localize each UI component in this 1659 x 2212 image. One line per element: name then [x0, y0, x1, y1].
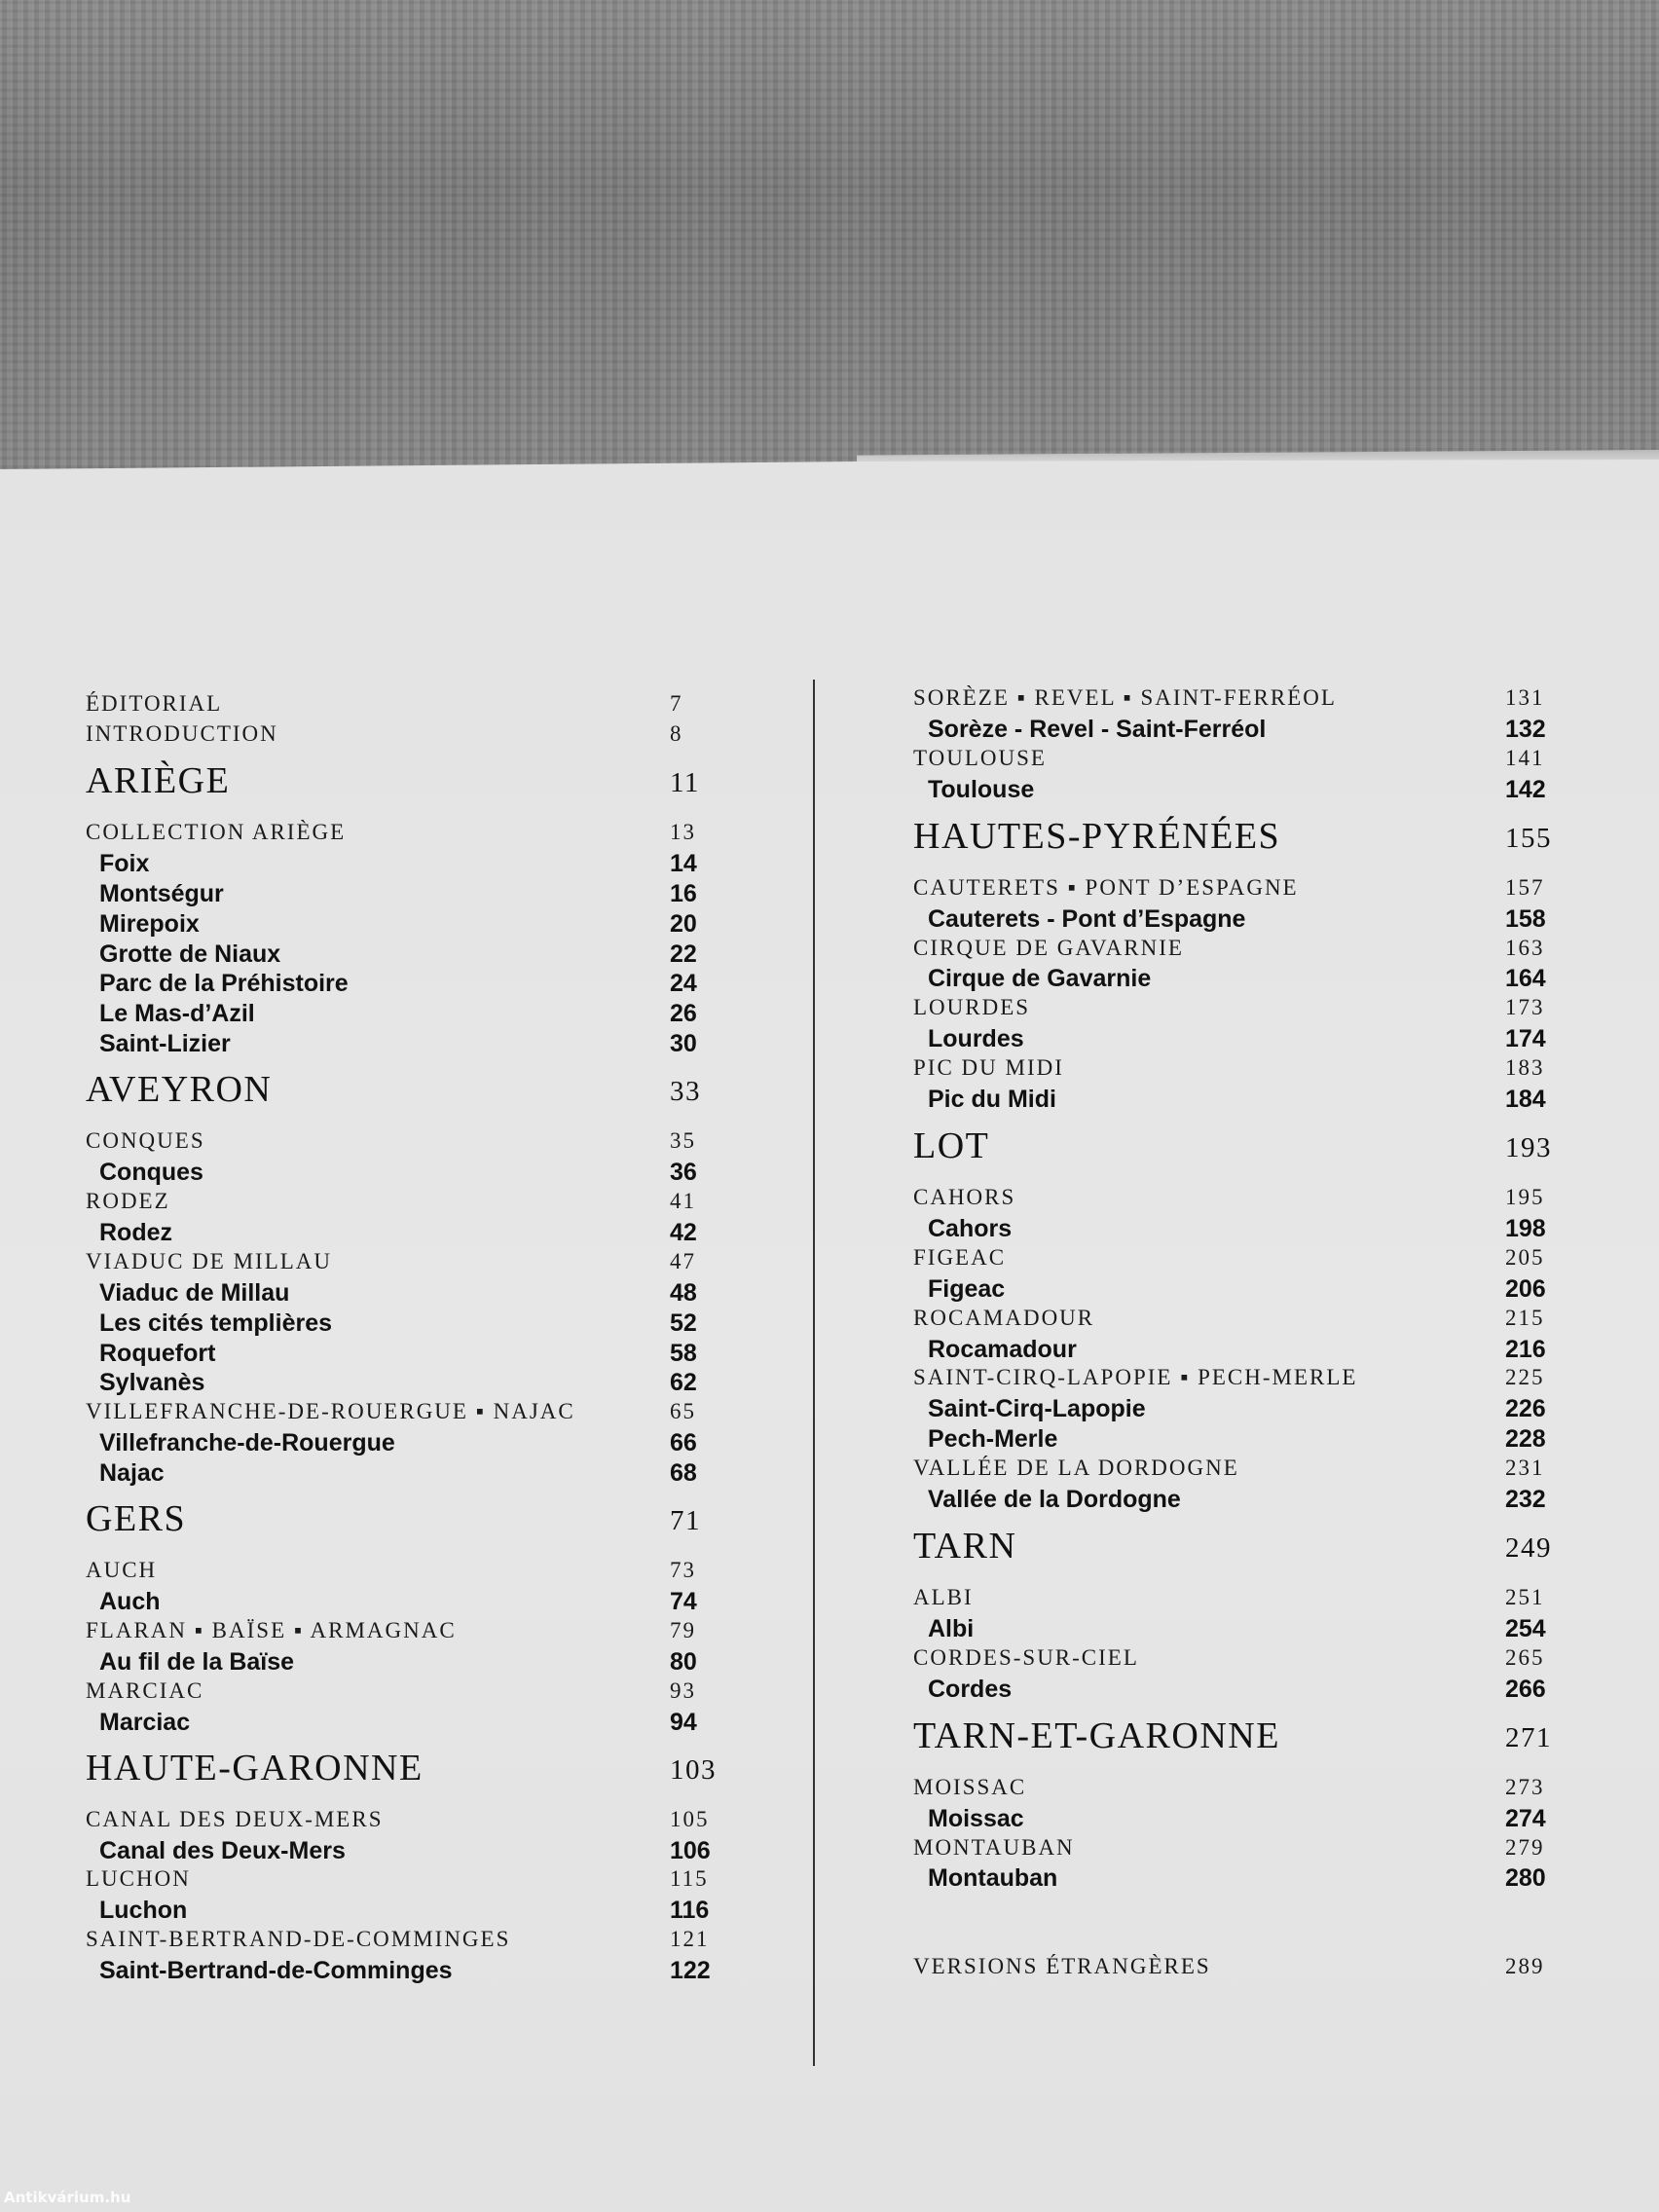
- toc-label: Viaduc de Millau: [99, 1278, 290, 1307]
- toc-page-number: 74: [670, 1588, 697, 1615]
- toc-page-number: 58: [670, 1339, 697, 1367]
- toc-label: Lourdes: [928, 1025, 1024, 1053]
- toc-label: LUCHON: [86, 1866, 191, 1892]
- toc-page-number: 122: [670, 1957, 711, 1985]
- toc-page-number: 251: [1505, 1585, 1545, 1609]
- toc-page-number: 14: [670, 849, 697, 877]
- toc-label: Figeac: [928, 1274, 1006, 1303]
- toc-label: Pic du Midi: [928, 1086, 1056, 1113]
- toc-label: Vallée de la Dordogne: [928, 1486, 1181, 1513]
- toc-label: CONQUES: [86, 1128, 205, 1154]
- toc-label: FIGEAC: [913, 1244, 1007, 1270]
- toc-page-number: 80: [670, 1647, 697, 1676]
- toc-label: SAINT-BERTRAND-DE-COMMINGES: [86, 1927, 511, 1952]
- toc-page-number: 141: [1505, 745, 1545, 770]
- toc-label: TOULOUSE: [913, 745, 1047, 770]
- toc-label: Saint-Bertrand-de-Comminges: [99, 1957, 453, 1985]
- toc-label: CAUTERETS ▪ PONT D’ESPAGNE: [913, 874, 1299, 900]
- toc-page-number: 254: [1505, 1614, 1546, 1642]
- toc-page-number: 68: [670, 1459, 697, 1488]
- toc-label: Les cités templières: [99, 1309, 333, 1337]
- toc-label: Sylvanès: [99, 1369, 205, 1397]
- toc-label: ALBI: [913, 1585, 974, 1609]
- toc-page-number: 20: [670, 909, 697, 938]
- toc-page-number: 52: [670, 1309, 697, 1337]
- toc-page-number: 73: [670, 1558, 696, 1583]
- toc-page-number: 157: [1505, 874, 1545, 900]
- toc-page-number: 116: [670, 1897, 710, 1925]
- toc-label: Rodez: [99, 1218, 172, 1246]
- toc-label: Grotte de Niaux: [99, 940, 281, 968]
- toc-label: AVEYRON: [86, 1069, 273, 1111]
- toc-page-number: 228: [1505, 1425, 1546, 1454]
- toc-label: Conques: [99, 1159, 203, 1187]
- toc-label: PIC DU MIDI: [913, 1055, 1064, 1081]
- toc-label: Moissac: [928, 1804, 1024, 1832]
- toc-label: Cirque de Gavarnie: [928, 965, 1152, 993]
- toc-page-number: 198: [1505, 1214, 1546, 1242]
- wooden-table-background: [0, 0, 1659, 477]
- toc-page-number: 79: [670, 1617, 696, 1642]
- toc-page-number: 155: [1505, 822, 1552, 854]
- toc-label: MOISSAC: [913, 1774, 1027, 1799]
- toc-page-number: 66: [670, 1429, 697, 1457]
- toc-page-number: 226: [1505, 1395, 1546, 1423]
- toc-page-number: 7: [670, 691, 683, 716]
- toc-label: CIRQUE DE GAVARNIE: [913, 935, 1184, 960]
- toc-label: SORÈZE ▪ REVEL ▪ SAINT-FERRÉOL: [913, 685, 1337, 710]
- toc-page-number: 115: [670, 1866, 709, 1892]
- toc-page-number: 158: [1505, 904, 1546, 933]
- toc-label: Marciac: [99, 1708, 191, 1736]
- toc-page-number: 289: [1505, 1954, 1545, 1979]
- toc-page-number: 206: [1505, 1274, 1546, 1303]
- toc-page-number: 33: [670, 1076, 701, 1108]
- toc-label: GERS: [86, 1498, 187, 1540]
- toc-label: HAUTES-PYRÉNÉES: [913, 815, 1281, 857]
- toc-label: VALLÉE DE LA DORDOGNE: [913, 1456, 1239, 1481]
- toc-page-number: 36: [670, 1159, 697, 1187]
- toc-page-number: 93: [670, 1677, 696, 1703]
- toc-label: TARN-ET-GARONNE: [913, 1714, 1280, 1756]
- toc-page-number: 142: [1505, 775, 1546, 803]
- toc-page-number: 13: [670, 819, 696, 844]
- toc-page-number: 195: [1505, 1185, 1545, 1209]
- toc-page-number: 30: [670, 1030, 697, 1058]
- toc-label: Montségur: [99, 879, 224, 907]
- toc-page-number: 249: [1505, 1532, 1552, 1564]
- toc-label: Foix: [99, 849, 150, 877]
- toc-label: CANAL DES DEUX-MERS: [86, 1806, 384, 1831]
- toc-page-number: 132: [1505, 715, 1546, 743]
- toc-page-number: 71: [670, 1505, 701, 1537]
- toc-label: Rocamadour: [928, 1335, 1077, 1363]
- toc-page-number: 184: [1505, 1086, 1546, 1113]
- toc-label: ÉDITORIAL: [86, 691, 223, 716]
- toc-page-number: 225: [1505, 1365, 1545, 1390]
- toc-label: Luchon: [99, 1897, 188, 1925]
- toc-page-number: 42: [670, 1218, 697, 1246]
- toc-page-number: 205: [1505, 1244, 1545, 1270]
- watermark: Antikvárium.hu: [4, 2189, 131, 2206]
- toc-page-number: 8: [670, 720, 683, 746]
- toc-label: SAINT-CIRQ-LAPOPIE ▪ PECH-MERLE: [913, 1365, 1358, 1390]
- toc-label: FLARAN ▪ BAÏSE ▪ ARMAGNAC: [86, 1617, 457, 1642]
- toc-page-number: 26: [670, 1000, 697, 1028]
- toc-label: VERSIONS ÉTRANGÈRES: [913, 1954, 1211, 1979]
- toc-page-number: 163: [1505, 935, 1545, 960]
- toc-page-number: 11: [670, 766, 700, 798]
- toc-page-number: 274: [1505, 1804, 1546, 1832]
- toc-page-number: 173: [1505, 995, 1545, 1020]
- toc-label: Toulouse: [928, 775, 1035, 803]
- toc-label: LOT: [913, 1125, 990, 1166]
- toc-page-number: 174: [1505, 1025, 1546, 1053]
- toc-page-number: 131: [1505, 685, 1545, 710]
- toc-page-number: 164: [1505, 965, 1546, 993]
- toc-label: ARIÈGE: [86, 759, 231, 801]
- toc-label: VILLEFRANCHE-DE-ROUERGUE ▪ NAJAC: [86, 1399, 575, 1424]
- toc-label: HAUTE-GARONNE: [86, 1747, 424, 1788]
- toc-page-number: 232: [1505, 1486, 1546, 1513]
- toc-label: Albi: [928, 1614, 975, 1642]
- toc-label: Cordes: [928, 1675, 1013, 1703]
- toc-label: CAHORS: [913, 1185, 1016, 1209]
- toc-label: Saint-Cirq-Lapopie: [928, 1395, 1146, 1423]
- toc-page-number: 273: [1505, 1774, 1545, 1799]
- toc-label: Saint-Lizier: [99, 1030, 231, 1058]
- toc-label: CORDES-SUR-CIEL: [913, 1644, 1139, 1670]
- toc-page-number: 121: [670, 1927, 710, 1952]
- toc-label: Montauban: [928, 1864, 1058, 1893]
- toc-page-number: 105: [670, 1806, 710, 1831]
- toc-label: Villefranche-de-Rouergue: [99, 1429, 395, 1457]
- toc-page-number: 48: [670, 1278, 697, 1307]
- toc-label: Sorèze - Revel - Saint-Ferréol: [928, 715, 1267, 743]
- toc-page-number: 16: [670, 879, 697, 907]
- toc-label: TARN: [913, 1526, 1017, 1567]
- toc-label: VIADUC DE MILLAU: [86, 1248, 333, 1273]
- toc-label: Canal des Deux-Mers: [99, 1836, 346, 1864]
- toc-page-number: 65: [670, 1399, 696, 1424]
- toc-page-number: 193: [1505, 1132, 1552, 1163]
- toc-label: LOURDES: [913, 995, 1031, 1020]
- toc-page-number: 266: [1505, 1675, 1546, 1703]
- toc-page-number: 22: [670, 940, 697, 968]
- toc-label: ROCAMADOUR: [913, 1305, 1095, 1330]
- toc-page-number: 183: [1505, 1055, 1545, 1081]
- toc-page-number: 216: [1505, 1335, 1546, 1363]
- toc-label: Le Mas-d’Azil: [99, 1000, 255, 1028]
- toc-label: INTRODUCTION: [86, 720, 278, 746]
- toc-page-number: 41: [670, 1189, 696, 1213]
- toc-label: Au fil de la Baïse: [99, 1647, 295, 1676]
- toc-page-number: 215: [1505, 1305, 1545, 1330]
- column-divider: [813, 680, 815, 2066]
- toc-label: Najac: [99, 1459, 165, 1488]
- toc-page-number: 62: [670, 1369, 697, 1397]
- toc-label: COLLECTION ARIÈGE: [86, 819, 347, 844]
- toc-page-number: 24: [670, 970, 697, 998]
- toc-page-number: 265: [1505, 1644, 1545, 1670]
- toc-page-number: 271: [1505, 1721, 1552, 1753]
- toc-label: Parc de la Préhistoire: [99, 970, 349, 998]
- toc-label: Roquefort: [99, 1339, 216, 1367]
- toc-page-number: 106: [670, 1836, 711, 1864]
- toc-page-number: 94: [670, 1708, 697, 1736]
- toc-label: AUCH: [86, 1558, 158, 1583]
- toc-page-number: 103: [670, 1753, 717, 1786]
- toc-label: Auch: [99, 1588, 161, 1615]
- toc-page-number: 231: [1505, 1456, 1545, 1481]
- toc-label: Cauterets - Pont d’Espagne: [928, 904, 1246, 933]
- toc-label: RODEZ: [86, 1189, 170, 1213]
- toc-label: Mirepoix: [99, 909, 200, 938]
- toc-page-number: 280: [1505, 1864, 1546, 1893]
- toc-page-number: 47: [670, 1248, 696, 1273]
- toc-page-number: 35: [670, 1128, 696, 1154]
- toc-label: Pech-Merle: [928, 1425, 1058, 1454]
- toc-label: MARCIAC: [86, 1677, 204, 1703]
- toc-label: MONTAUBAN: [913, 1834, 1075, 1860]
- toc-page-number: 279: [1505, 1834, 1545, 1860]
- toc-label: Cahors: [928, 1214, 1013, 1242]
